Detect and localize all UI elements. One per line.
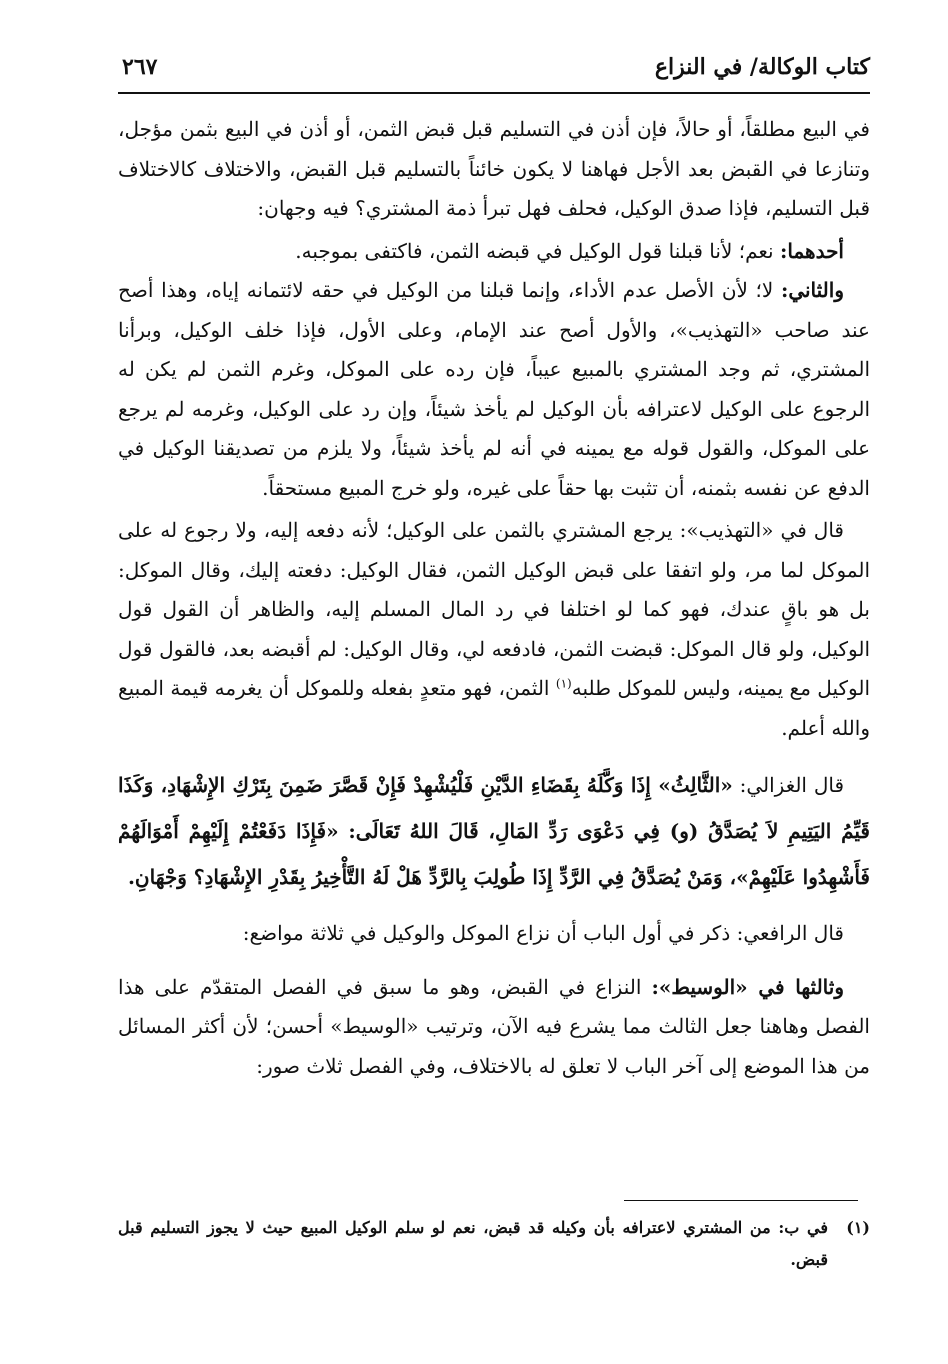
header-title: كتاب الوكالة/ في النزاع [654,54,870,80]
wasit-text: النزاع في القبض، وهو ما سبق في الفصل المتقدّم على هذا الفصل وهاهنا جعل الثالث مما يشرع فيه الآن، وترتيب «الوسيط» أحسن؛ لأن أكثر المسائل من هذا الموضع إلى آخر الباب لا تعلق له بالاختلاف، وفي الفصل ثلاث صور: [118,974,870,1078]
tahdhib-text-b: الثمن، فهو متعدٍ بفعله وللموكل أن يغرمه قيمة المبيع والله أعلم. [118,676,870,740]
paragraph-wasit [118,968,870,1087]
paragraph-first-view [118,232,870,272]
first-view-text: نعم؛ لأنا قبلنا قول الوكيل في قبضه الثمن، فاكتفى بموجبه. [295,238,780,263]
footnote-text: في ب: من المشتري لاعترافه بأن وكيله قد قبض، نعم لو سلم الوكيل المبيع حيث لا يجوز التسليم قبل قبض. [118,1218,828,1269]
wasit-label: وثالثها في «الوسيط»: [651,974,844,999]
main-text [118,110,870,1086]
paragraph-continuation: في البيع مطلقاً، أو حالاً، فإن أذن في التسليم قبل قبض الثمن، أو أذن في البيع بثمن مؤجل، وتنازعا في القبض بعد الأجل فهاهنا لا يكون خائناً بالتسليم قبل القبض، والاختلاف كالاختلاف قبل التسليم، فإذا صدق الوكيل، فحلف فهل تبرأ ذمة المشتري؟ فيه وجهان: [118,117,870,220]
page-number: ٢٦٧ [122,54,158,80]
footnote-reference[interactable]: (١) [555,676,572,691]
footnote-divider [624,1200,858,1201]
running-header [118,44,870,94]
footnote-number: (١) [846,1218,870,1237]
second-view-label: والثاني: [780,278,844,302]
paragraph-second-view [118,271,870,508]
paragraph-ghazali-quote [118,762,870,900]
paragraph-rafii: قال الرافعي: ذكر في أول الباب أن نزاع الموكل والوكيل في ثلاثة مواضع: [242,921,844,945]
second-view-text: لا؛ لأن الأصل عدم الأداء، وإنما قبلنا من الوكيل في حقه لائتمانه إياه، وهذا أصح عند صاحب «التهذيب»، والأول أصح عند الإمام، وعلى الأول، فإذا خلف الوكيل، وبرأنا المشتري، ثم وجد المشتري بالمبيع عيباً، فإن رده على الموكل، وغرم الثمن لم يكن له الرجوع على الوكيل لاعترافه بأن الوكيل لم يأخذ شيئاً، وإن رد على الوكيل، وغرمه لم يرجع على الموكل، والقول قوله مع يمينه في أنه لم يأخذ شيئاً، ولا يلزم من تصديقنا الوكيل في الدفع عن نفسه بثمنه، أن تثبت بها حقاً على غيره، ولو خرج المبيع مستحقاً. [118,278,870,500]
ghazali-intro: قال الغزالي: [732,773,844,797]
first-view-label: أحدهما: [779,238,844,263]
ghazali-matn: «الثَّالِثُ» إِذَا وَكَّلَهُ بِقَضَاءِ الدَّيْنِ فَلْيُشْهِدْ فَإِنْ قَصَّرَ ضَمِنَ بِتَرْكِ الإِشْهَادِ، وَكَذَا قَيِّمُ اليَتِيمِ لاَ يُصَدَّقُ (و) فِي دَعْوَى رَدِّ المَالِ، قَالَ اللهُ تَعَالَى: «فَإِذَا دَفَعْتُمْ إِلَيْهِمْ أَمْوَالَهُمْ فَأَشْهِدُوا عَلَيْهِمْ»، وَمَنْ يُصَدَّقُ فِي الرَّدِّ إِذَا طُولِبَ بِالرَّدِّ هَلْ لَهُ التَّأْخِيرُ بِقَدْرِ الإِشْهَادِ؟ وَجْهَانِ. [118,773,870,889]
footnote [118,1212,870,1276]
paragraph-tahdhib [118,511,870,748]
tahdhib-text-a: قال في «التهذيب»: يرجع المشتري بالثمن على الوكيل؛ لأنه دفعه إليه، ولا رجوع له على الموكل لما مر، ولو اتفقا على قبض الوكيل الثمن، فقال الوكيل: دفعته إليك، وقال الموكل: بل هو باقٍ عندك، فهو كما لو اختلفا في رد المال المسلم إليه، والظاهر أن القول قول الوكيل، ولو قال الموكل: قبضت الثمن، فادفعه لي، وقال الوكيل: لم أقبضه بعد، فالقول قول الوكيل مع يمينه، وليس للموكل طلبه [118,518,870,700]
